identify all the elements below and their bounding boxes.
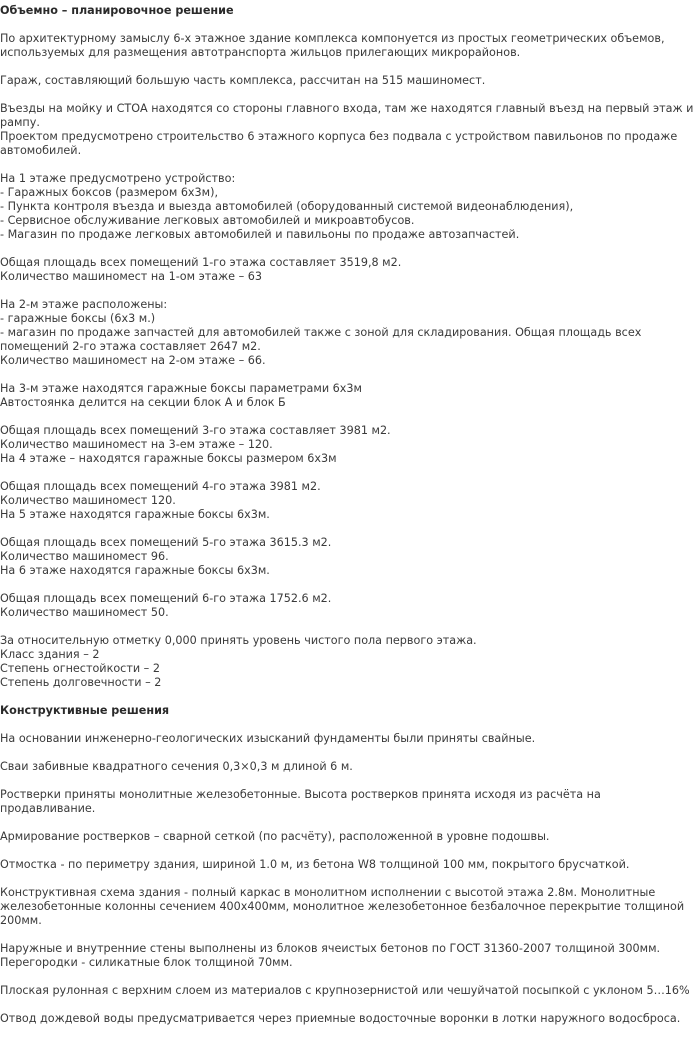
document-body — [0, 4, 698, 1040]
paragraph: Общая площадь всех помещений 6-го этажа 1752.6 м2. Количество машиномест 50. — [0, 592, 332, 619]
paragraph: Армирование ростверков – сварной сеткой (по расчёту), расположенной в уровне подошвы. — [0, 830, 550, 843]
paragraph: Плоская рулонная с верхним слоем из материалов с крупнозернистой или чешуйчатой посыпкой с уклоном 5…16% — [0, 984, 690, 997]
paragraph: Ростверки приняты монолитные железобетонные. Высота ростверков принята исходя из расчёта на продавливание. — [0, 788, 601, 815]
paragraph: На 1 этаже предусмотрено устройство: - Гаражных боксов (размером 6х3м), - Пункта контроля въезда и выезда автомобилей (оборудованный системой видеонаблюдения), - Сервисное обслуживание легковых автомобилей и микроавтобусов. - Магазин по продаже легковых автомобилей и павильоны по продаже автозапчастей. — [0, 172, 574, 241]
paragraph: Общая площадь всех помещений 5-го этажа 3615.3 м2. Количество машиномест 96. На 6 этаже находятся гаражные боксы 6х3м. — [0, 536, 332, 577]
paragraph: Наружные и внутренние стены выполнены из блоков ячеистых бетонов по ГОСТ 31360-2007 толщиной 300мм. Перегородки - силикатные блок толщиной 70мм. — [0, 942, 661, 969]
paragraph: За относительную отметку 0,000 принять уровень чистого пола первого этажа. Класс здания – 2 Степень огнестойкости – 2 Степень долговечности – 2 — [0, 634, 477, 689]
paragraph: Гараж, составляющий большую часть комплекса, рассчитан на 515 машиномест. — [0, 74, 486, 87]
paragraph: Общая площадь всех помещений 1-го этажа составляет 3519,8 м2. Количество машиномест на 1-ом этаже – 63 — [0, 256, 402, 283]
paragraph: Общая площадь всех помещений 3-го этажа составляет 3981 м2. Количество машиномест на 3-ем этаже – 120. На 4 этаже – находятся гаражные боксы размером 6х3м — [0, 424, 391, 465]
paragraph: На 3-м этаже находятся гаражные боксы параметрами 6х3м Автостоянка делится на секции блок А и блок Б — [0, 382, 362, 409]
section-heading-structural: Конструктивные решения — [0, 704, 170, 717]
paragraph: На основании инженерно-геологических изысканий фундаменты были приняты свайные. — [0, 732, 536, 745]
paragraph: Сваи забивные квадратного сечения 0,3×0,3 м длиной 6 м. — [0, 760, 353, 773]
paragraph: По архитектурному замыслу 6-х этажное здание комплекса компонуется из простых геометрических объемов, используемых для размещения автотранспорта жильцов прилегающих микрорайонов. — [0, 32, 665, 59]
paragraph: Отвод дождевой воды предусматривается через приемные водосточные воронки в лотки наружного водосброса. — [0, 1012, 681, 1025]
paragraph: Отмостка - по периметру здания, шириной 1.0 м, из бетона W8 толщиной 100 мм, покрытого брусчаткой. — [0, 858, 630, 871]
section-heading-planning: Объемно – планировочное решение — [0, 4, 234, 17]
paragraph: Въезды на мойку и СТОА находятся со стороны главного входа, там же находятся главный въезд на первый этаж и рампу. Проектом предусмотрено строительство 6 этажного корпуса без подвала с устройством павильонов по продаже автомобилей. — [0, 102, 694, 157]
paragraph: Конструктивная схема здания - полный каркас в монолитном исполнении с высотой этажа 2.8м. Монолитные железобетонные колонны сечением 400х400мм, монолитное железобетонное безбалочное перекрытие толщиной 200мм. — [0, 886, 685, 927]
paragraph: На 2-м этаже расположены: - гаражные боксы (6х3 м.) - магазин по продаже запчастей для автомобилей также с зоной для складирования. Общая площадь всех помещений 2-го этажа составляет 2647 м2. Количество машиномест на 2-ом этаже – 66. — [0, 298, 642, 367]
paragraph: Общая площадь всех помещений 4-го этажа 3981 м2. Количество машиномест 120. На 5 этаже находятся гаражные боксы 6х3м. — [0, 480, 321, 521]
